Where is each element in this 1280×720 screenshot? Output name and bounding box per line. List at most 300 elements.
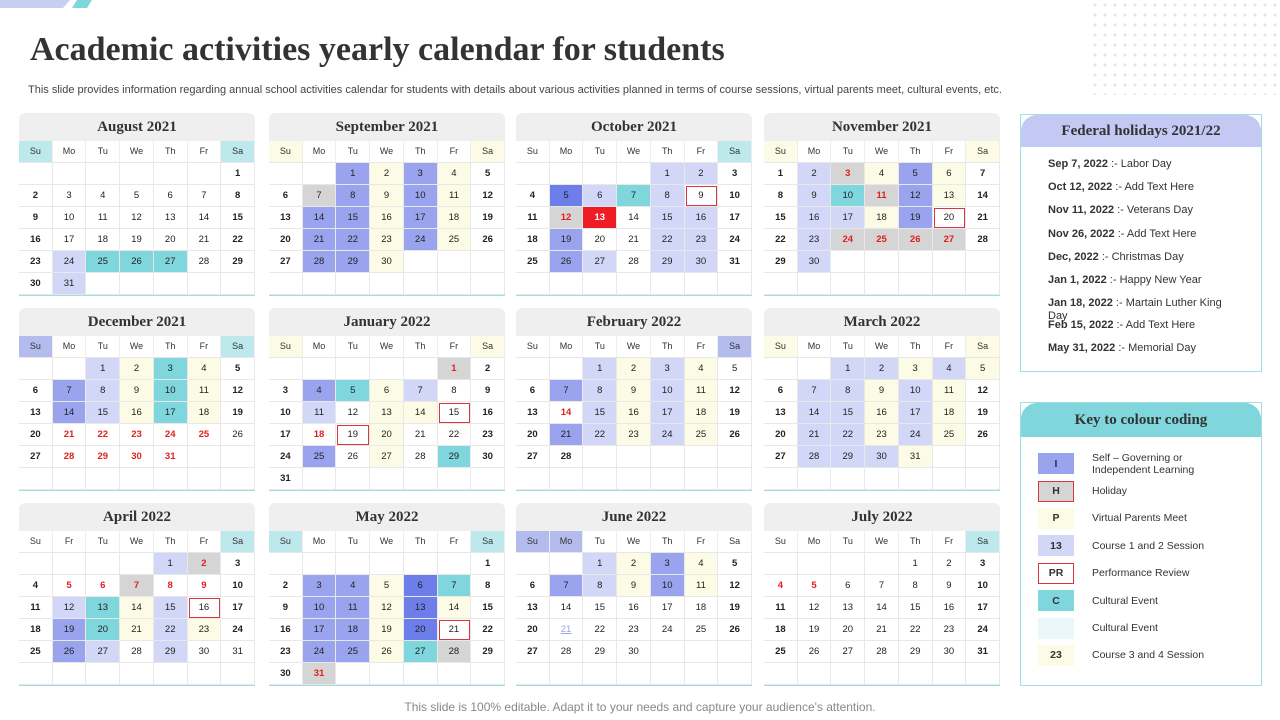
calendar-day[interactable]: 1 — [221, 163, 255, 185]
calendar-day[interactable]: 28 — [865, 641, 899, 663]
calendar-day[interactable]: 10 — [221, 575, 255, 597]
calendar-day[interactable]: 17 — [269, 424, 303, 446]
calendar-day[interactable]: 17 — [221, 597, 255, 619]
calendar-day[interactable]: 9 — [19, 207, 53, 229]
calendar-day[interactable]: 23 — [471, 424, 505, 446]
calendar-day[interactable]: 11 — [438, 185, 472, 207]
calendar-day[interactable]: 28 — [550, 641, 584, 663]
calendar-day[interactable]: 12 — [221, 380, 255, 402]
calendar-day[interactable]: 29 — [86, 446, 120, 468]
calendar-day[interactable]: 14 — [617, 207, 651, 229]
calendar-day[interactable]: 1 — [438, 358, 472, 380]
calendar-day[interactable]: 15 — [471, 597, 505, 619]
calendar-day[interactable]: 21 — [404, 424, 438, 446]
calendar-day[interactable]: 1 — [831, 358, 865, 380]
calendar-day[interactable]: 11 — [19, 597, 53, 619]
calendar-day[interactable]: 11 — [336, 597, 370, 619]
calendar-day[interactable]: 7 — [617, 185, 651, 207]
calendar-day[interactable]: 30 — [19, 273, 53, 295]
calendar-day[interactable]: 23 — [269, 641, 303, 663]
calendar-day[interactable]: 9 — [471, 380, 505, 402]
calendar-day[interactable]: 30 — [685, 251, 719, 273]
calendar-day[interactable]: 29 — [583, 641, 617, 663]
calendar-day[interactable]: 21 — [550, 424, 584, 446]
calendar-day[interactable]: 2 — [471, 358, 505, 380]
calendar-day[interactable]: 4 — [865, 163, 899, 185]
calendar-day[interactable]: 3 — [154, 358, 188, 380]
calendar-day[interactable]: 9 — [617, 380, 651, 402]
calendar-day[interactable]: 1 — [471, 553, 505, 575]
calendar-day[interactable]: 23 — [617, 424, 651, 446]
calendar-day[interactable]: 25 — [764, 641, 798, 663]
calendar-day[interactable]: 8 — [471, 575, 505, 597]
calendar-day[interactable]: 19 — [120, 229, 154, 251]
calendar-day[interactable]: 20 — [516, 424, 550, 446]
calendar-day[interactable]: 5 — [221, 358, 255, 380]
calendar-day[interactable]: 16 — [188, 597, 222, 619]
calendar-day[interactable]: 27 — [764, 446, 798, 468]
calendar-day[interactable]: 8 — [154, 575, 188, 597]
calendar-day[interactable]: 4 — [516, 185, 550, 207]
calendar-day[interactable]: 28 — [438, 641, 472, 663]
calendar-day[interactable]: 9 — [269, 597, 303, 619]
calendar-day[interactable]: 1 — [899, 553, 933, 575]
calendar-day[interactable]: 19 — [718, 597, 752, 619]
calendar-day[interactable]: 13 — [516, 597, 550, 619]
calendar-day[interactable]: 24 — [966, 619, 1000, 641]
calendar-day[interactable]: 5 — [550, 185, 584, 207]
calendar-day[interactable]: 4 — [685, 358, 719, 380]
calendar-day[interactable]: 29 — [764, 251, 798, 273]
calendar-day[interactable]: 31 — [899, 446, 933, 468]
calendar-day[interactable]: 2 — [188, 553, 222, 575]
calendar-day[interactable]: 1 — [336, 163, 370, 185]
calendar-day[interactable]: 8 — [764, 185, 798, 207]
calendar-day[interactable]: 26 — [370, 641, 404, 663]
calendar-day[interactable]: 24 — [53, 251, 87, 273]
calendar-day[interactable]: 25 — [865, 229, 899, 251]
calendar-day[interactable]: 24 — [718, 229, 752, 251]
calendar-day[interactable]: 15 — [221, 207, 255, 229]
calendar-day[interactable]: 30 — [471, 446, 505, 468]
calendar-day[interactable]: 15 — [154, 597, 188, 619]
calendar-day[interactable]: 25 — [86, 251, 120, 273]
calendar-day[interactable]: 20 — [933, 207, 967, 229]
calendar-day[interactable]: 7 — [188, 185, 222, 207]
calendar-day[interactable]: 12 — [718, 575, 752, 597]
calendar-day[interactable]: 21 — [188, 229, 222, 251]
calendar-day[interactable]: 16 — [120, 402, 154, 424]
calendar-day[interactable]: 21 — [550, 619, 584, 641]
calendar-day[interactable]: 12 — [966, 380, 1000, 402]
calendar-day[interactable]: 12 — [550, 207, 584, 229]
calendar-day[interactable]: 21 — [617, 229, 651, 251]
calendar-day[interactable]: 15 — [583, 597, 617, 619]
calendar-day[interactable]: 15 — [336, 207, 370, 229]
calendar-day[interactable]: 25 — [685, 424, 719, 446]
calendar-day[interactable]: 4 — [19, 575, 53, 597]
calendar-day[interactable]: 20 — [583, 229, 617, 251]
calendar-day[interactable]: 4 — [933, 358, 967, 380]
calendar-day[interactable]: 5 — [718, 358, 752, 380]
calendar-day[interactable]: 30 — [269, 663, 303, 685]
calendar-day[interactable]: 10 — [831, 185, 865, 207]
calendar-day[interactable]: 19 — [550, 229, 584, 251]
calendar-day[interactable]: 30 — [865, 446, 899, 468]
calendar-day[interactable]: 7 — [120, 575, 154, 597]
calendar-day[interactable]: 17 — [154, 402, 188, 424]
calendar-day[interactable]: 24 — [651, 424, 685, 446]
calendar-day[interactable]: 27 — [154, 251, 188, 273]
calendar-day[interactable]: 17 — [718, 207, 752, 229]
calendar-day[interactable]: 25 — [303, 446, 337, 468]
calendar-day[interactable]: 18 — [303, 424, 337, 446]
calendar-day[interactable]: 13 — [19, 402, 53, 424]
calendar-day[interactable]: 20 — [404, 619, 438, 641]
calendar-day[interactable]: 4 — [86, 185, 120, 207]
calendar-day[interactable]: 30 — [798, 251, 832, 273]
calendar-day[interactable]: 7 — [798, 380, 832, 402]
calendar-day[interactable]: 15 — [583, 402, 617, 424]
calendar-day[interactable]: 4 — [336, 575, 370, 597]
calendar-day[interactable]: 8 — [221, 185, 255, 207]
calendar-day[interactable]: 2 — [865, 358, 899, 380]
calendar-day[interactable]: 16 — [685, 207, 719, 229]
calendar-day[interactable]: 1 — [583, 358, 617, 380]
calendar-day[interactable]: 11 — [303, 402, 337, 424]
calendar-day[interactable]: 27 — [516, 446, 550, 468]
calendar-day[interactable]: 13 — [764, 402, 798, 424]
calendar-day[interactable]: 22 — [336, 229, 370, 251]
calendar-day[interactable]: 3 — [303, 575, 337, 597]
calendar-day[interactable]: 29 — [651, 251, 685, 273]
calendar-day[interactable]: 21 — [966, 207, 1000, 229]
calendar-day[interactable]: 2 — [269, 575, 303, 597]
calendar-day[interactable]: 28 — [120, 641, 154, 663]
calendar-day[interactable]: 12 — [53, 597, 87, 619]
calendar-day[interactable]: 6 — [370, 380, 404, 402]
calendar-day[interactable]: 16 — [933, 597, 967, 619]
calendar-day[interactable]: 18 — [188, 402, 222, 424]
calendar-day[interactable]: 18 — [764, 619, 798, 641]
calendar-day[interactable]: 4 — [685, 553, 719, 575]
calendar-day[interactable]: 24 — [303, 641, 337, 663]
calendar-day[interactable]: 20 — [269, 229, 303, 251]
calendar-day[interactable]: 17 — [651, 402, 685, 424]
calendar-day[interactable]: 10 — [718, 185, 752, 207]
calendar-day[interactable]: 10 — [651, 575, 685, 597]
calendar-day[interactable]: 1 — [154, 553, 188, 575]
calendar-day[interactable]: 29 — [336, 251, 370, 273]
calendar-day[interactable]: 14 — [404, 402, 438, 424]
calendar-day[interactable]: 14 — [303, 207, 337, 229]
calendar-day[interactable]: 30 — [370, 251, 404, 273]
calendar-day[interactable]: 21 — [798, 424, 832, 446]
calendar-day[interactable]: 13 — [269, 207, 303, 229]
calendar-day[interactable]: 21 — [438, 619, 472, 641]
calendar-day[interactable]: 19 — [53, 619, 87, 641]
calendar-day[interactable]: 11 — [865, 185, 899, 207]
calendar-day[interactable]: 25 — [516, 251, 550, 273]
calendar-day[interactable]: 10 — [899, 380, 933, 402]
calendar-day[interactable]: 10 — [303, 597, 337, 619]
calendar-day[interactable]: 11 — [685, 380, 719, 402]
calendar-day[interactable]: 5 — [718, 553, 752, 575]
calendar-day[interactable]: 28 — [798, 446, 832, 468]
calendar-day[interactable]: 2 — [617, 553, 651, 575]
calendar-day[interactable]: 19 — [718, 402, 752, 424]
calendar-day[interactable]: 5 — [120, 185, 154, 207]
calendar-day[interactable]: 20 — [86, 619, 120, 641]
calendar-day[interactable]: 10 — [966, 575, 1000, 597]
calendar-day[interactable]: 28 — [404, 446, 438, 468]
calendar-day[interactable]: 13 — [404, 597, 438, 619]
calendar-day[interactable]: 2 — [933, 553, 967, 575]
calendar-day[interactable]: 20 — [764, 424, 798, 446]
calendar-day[interactable]: 20 — [19, 424, 53, 446]
calendar-day[interactable]: 22 — [438, 424, 472, 446]
calendar-day[interactable]: 14 — [438, 597, 472, 619]
calendar-day[interactable]: 7 — [53, 380, 87, 402]
calendar-day[interactable]: 24 — [154, 424, 188, 446]
calendar-day[interactable]: 30 — [188, 641, 222, 663]
calendar-day[interactable]: 28 — [53, 446, 87, 468]
calendar-day[interactable]: 16 — [471, 402, 505, 424]
calendar-day[interactable]: 17 — [831, 207, 865, 229]
calendar-day[interactable]: 12 — [798, 597, 832, 619]
calendar-day[interactable]: 4 — [438, 163, 472, 185]
calendar-day[interactable]: 24 — [269, 446, 303, 468]
calendar-day[interactable]: 13 — [583, 207, 617, 229]
calendar-day[interactable]: 1 — [583, 553, 617, 575]
calendar-day[interactable]: 26 — [966, 424, 1000, 446]
calendar-day[interactable]: 27 — [269, 251, 303, 273]
calendar-day[interactable]: 9 — [685, 185, 719, 207]
calendar-day[interactable]: 17 — [651, 597, 685, 619]
calendar-day[interactable]: 5 — [966, 358, 1000, 380]
calendar-day[interactable]: 13 — [154, 207, 188, 229]
calendar-day[interactable]: 18 — [438, 207, 472, 229]
calendar-day[interactable]: 24 — [221, 619, 255, 641]
calendar-day[interactable]: 6 — [404, 575, 438, 597]
calendar-day[interactable]: 26 — [718, 424, 752, 446]
calendar-day[interactable]: 17 — [303, 619, 337, 641]
calendar-day[interactable]: 22 — [764, 229, 798, 251]
calendar-day[interactable]: 26 — [120, 251, 154, 273]
calendar-day[interactable]: 8 — [899, 575, 933, 597]
calendar-day[interactable]: 22 — [583, 619, 617, 641]
calendar-day[interactable]: 28 — [303, 251, 337, 273]
calendar-day[interactable]: 10 — [269, 402, 303, 424]
calendar-day[interactable]: 10 — [651, 380, 685, 402]
calendar-day[interactable]: 28 — [617, 251, 651, 273]
calendar-day[interactable]: 7 — [865, 575, 899, 597]
calendar-day[interactable]: 30 — [120, 446, 154, 468]
calendar-day[interactable]: 27 — [19, 446, 53, 468]
calendar-day[interactable]: 16 — [617, 597, 651, 619]
calendar-day[interactable]: 4 — [303, 380, 337, 402]
calendar-day[interactable]: 8 — [86, 380, 120, 402]
calendar-day[interactable]: 20 — [370, 424, 404, 446]
calendar-day[interactable]: 22 — [583, 424, 617, 446]
calendar-day[interactable]: 22 — [899, 619, 933, 641]
calendar-day[interactable]: 6 — [764, 380, 798, 402]
calendar-day[interactable]: 1 — [651, 163, 685, 185]
calendar-day[interactable]: 23 — [798, 229, 832, 251]
calendar-day[interactable]: 2 — [19, 185, 53, 207]
calendar-day[interactable]: 25 — [336, 641, 370, 663]
calendar-day[interactable]: 10 — [53, 207, 87, 229]
calendar-day[interactable]: 18 — [685, 402, 719, 424]
calendar-day[interactable]: 24 — [899, 424, 933, 446]
calendar-day[interactable]: 26 — [718, 619, 752, 641]
calendar-day[interactable]: 7 — [966, 163, 1000, 185]
calendar-day[interactable]: 11 — [764, 597, 798, 619]
calendar-day[interactable]: 14 — [120, 597, 154, 619]
calendar-day[interactable]: 20 — [154, 229, 188, 251]
calendar-day[interactable]: 29 — [471, 641, 505, 663]
calendar-day[interactable]: 9 — [188, 575, 222, 597]
calendar-day[interactable]: 1 — [764, 163, 798, 185]
calendar-day[interactable]: 6 — [831, 575, 865, 597]
calendar-day[interactable]: 21 — [303, 229, 337, 251]
calendar-day[interactable]: 26 — [798, 641, 832, 663]
calendar-day[interactable]: 23 — [617, 619, 651, 641]
calendar-day[interactable]: 28 — [550, 446, 584, 468]
calendar-day[interactable]: 29 — [154, 641, 188, 663]
calendar-day[interactable]: 29 — [438, 446, 472, 468]
calendar-day[interactable]: 21 — [865, 619, 899, 641]
calendar-day[interactable]: 15 — [899, 597, 933, 619]
calendar-day[interactable]: 13 — [86, 597, 120, 619]
calendar-day[interactable]: 8 — [831, 380, 865, 402]
calendar-day[interactable]: 3 — [831, 163, 865, 185]
calendar-day[interactable]: 2 — [685, 163, 719, 185]
calendar-day[interactable]: 22 — [831, 424, 865, 446]
calendar-day[interactable]: 29 — [221, 251, 255, 273]
calendar-day[interactable]: 16 — [19, 229, 53, 251]
calendar-day[interactable]: 26 — [471, 229, 505, 251]
calendar-day[interactable]: 9 — [865, 380, 899, 402]
calendar-day[interactable]: 3 — [966, 553, 1000, 575]
calendar-day[interactable]: 22 — [154, 619, 188, 641]
calendar-day[interactable]: 27 — [831, 641, 865, 663]
calendar-day[interactable]: 27 — [86, 641, 120, 663]
calendar-day[interactable]: 8 — [336, 185, 370, 207]
calendar-day[interactable]: 8 — [651, 185, 685, 207]
calendar-day[interactable]: 19 — [336, 424, 370, 446]
calendar-day[interactable]: 27 — [370, 446, 404, 468]
calendar-day[interactable]: 20 — [831, 619, 865, 641]
calendar-day[interactable]: 15 — [438, 402, 472, 424]
calendar-day[interactable]: 15 — [651, 207, 685, 229]
calendar-day[interactable]: 31 — [221, 641, 255, 663]
calendar-day[interactable]: 22 — [651, 229, 685, 251]
calendar-day[interactable]: 14 — [53, 402, 87, 424]
calendar-day[interactable]: 18 — [19, 619, 53, 641]
calendar-day[interactable]: 31 — [269, 468, 303, 490]
calendar-day[interactable]: 6 — [154, 185, 188, 207]
calendar-day[interactable]: 16 — [370, 207, 404, 229]
calendar-day[interactable]: 19 — [221, 402, 255, 424]
calendar-day[interactable]: 5 — [798, 575, 832, 597]
calendar-day[interactable]: 26 — [899, 229, 933, 251]
calendar-day[interactable]: 25 — [438, 229, 472, 251]
calendar-day[interactable]: 9 — [933, 575, 967, 597]
calendar-day[interactable]: 31 — [53, 273, 87, 295]
calendar-day[interactable]: 20 — [516, 619, 550, 641]
calendar-day[interactable]: 16 — [617, 402, 651, 424]
calendar-day[interactable]: 26 — [221, 424, 255, 446]
calendar-day[interactable]: 23 — [865, 424, 899, 446]
calendar-day[interactable]: 14 — [550, 597, 584, 619]
calendar-day[interactable]: 9 — [798, 185, 832, 207]
calendar-day[interactable]: 7 — [303, 185, 337, 207]
calendar-day[interactable]: 4 — [764, 575, 798, 597]
calendar-day[interactable]: 16 — [269, 619, 303, 641]
calendar-day[interactable]: 24 — [831, 229, 865, 251]
calendar-day[interactable]: 18 — [86, 229, 120, 251]
calendar-day[interactable]: 31 — [154, 446, 188, 468]
calendar-day[interactable]: 26 — [550, 251, 584, 273]
calendar-day[interactable]: 4 — [188, 358, 222, 380]
calendar-day[interactable]: 11 — [516, 207, 550, 229]
calendar-day[interactable]: 10 — [404, 185, 438, 207]
calendar-day[interactable]: 10 — [154, 380, 188, 402]
calendar-day[interactable]: 30 — [617, 641, 651, 663]
calendar-day[interactable]: 11 — [86, 207, 120, 229]
calendar-day[interactable]: 27 — [404, 641, 438, 663]
calendar-day[interactable]: 12 — [471, 185, 505, 207]
calendar-day[interactable]: 1 — [86, 358, 120, 380]
calendar-day[interactable]: 14 — [865, 597, 899, 619]
calendar-day[interactable]: 29 — [831, 446, 865, 468]
calendar-day[interactable]: 7 — [550, 380, 584, 402]
calendar-day[interactable]: 14 — [550, 402, 584, 424]
calendar-day[interactable]: 3 — [221, 553, 255, 575]
calendar-day[interactable]: 6 — [583, 185, 617, 207]
calendar-day[interactable]: 24 — [404, 229, 438, 251]
calendar-day[interactable]: 16 — [865, 402, 899, 424]
calendar-day[interactable]: 6 — [933, 163, 967, 185]
calendar-day[interactable]: 29 — [899, 641, 933, 663]
calendar-day[interactable]: 26 — [53, 641, 87, 663]
calendar-day[interactable]: 21 — [120, 619, 154, 641]
calendar-day[interactable]: 3 — [404, 163, 438, 185]
calendar-day[interactable]: 12 — [120, 207, 154, 229]
calendar-day[interactable]: 31 — [718, 251, 752, 273]
calendar-day[interactable]: 18 — [685, 597, 719, 619]
calendar-day[interactable]: 19 — [370, 619, 404, 641]
calendar-day[interactable]: 6 — [86, 575, 120, 597]
calendar-day[interactable]: 3 — [718, 163, 752, 185]
calendar-day[interactable]: 13 — [831, 597, 865, 619]
calendar-day[interactable]: 8 — [438, 380, 472, 402]
calendar-day[interactable]: 2 — [617, 358, 651, 380]
calendar-day[interactable]: 18 — [865, 207, 899, 229]
calendar-day[interactable]: 6 — [19, 380, 53, 402]
calendar-day[interactable]: 3 — [651, 358, 685, 380]
calendar-day[interactable]: 12 — [899, 185, 933, 207]
calendar-day[interactable]: 15 — [86, 402, 120, 424]
calendar-day[interactable]: 15 — [831, 402, 865, 424]
calendar-day[interactable]: 23 — [685, 229, 719, 251]
calendar-day[interactable]: 11 — [685, 575, 719, 597]
calendar-day[interactable]: 28 — [966, 229, 1000, 251]
calendar-day[interactable]: 19 — [899, 207, 933, 229]
calendar-day[interactable]: 14 — [188, 207, 222, 229]
calendar-day[interactable]: 15 — [764, 207, 798, 229]
